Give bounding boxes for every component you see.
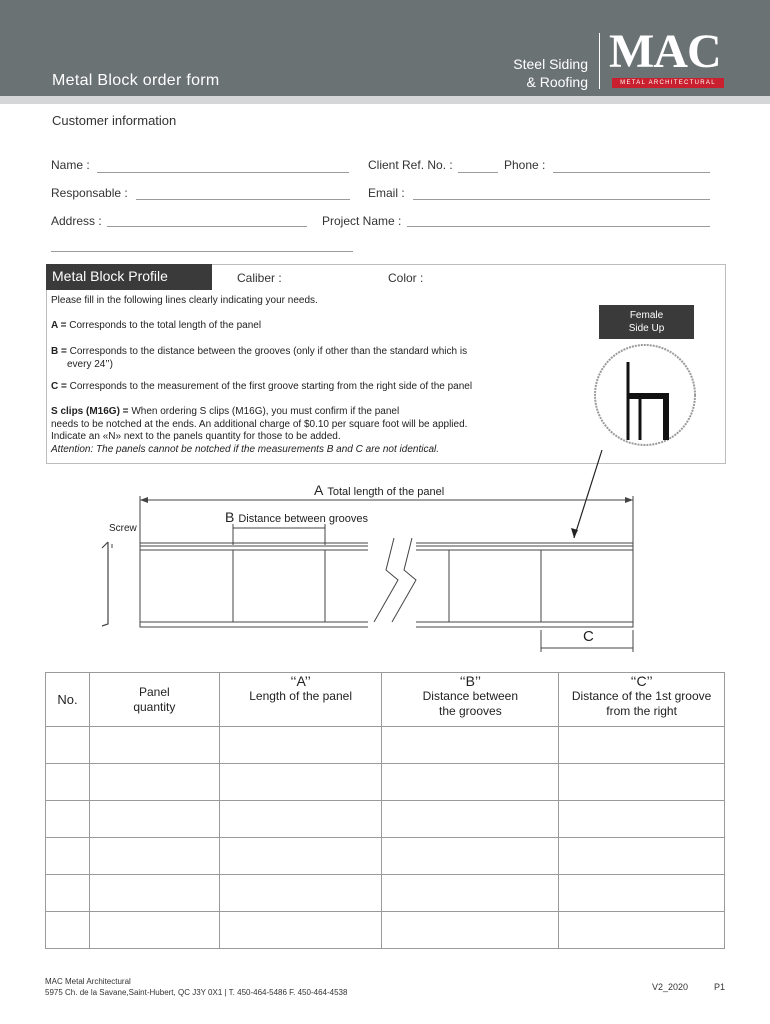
attention-note: Attention: The panels cannot be notched if the measurements B and C are not identical. [51,443,440,455]
profile-tab: Metal Block Profile [46,264,212,290]
cell-no[interactable] [46,838,90,875]
c-definition [51,381,472,394]
version-label: V2_2020 [652,982,689,992]
cell-a[interactable] [219,727,382,764]
cell-no[interactable] [46,875,90,912]
female-line1: Female [629,310,664,321]
b-key: B = [51,346,67,357]
col-b-mark: ‘‘B’’ [459,673,481,689]
name-field[interactable] [97,172,349,173]
email-field[interactable] [413,199,710,200]
col-qty-line1: Panel [138,684,170,699]
col-c-line1: Distance of the 1st groove [571,689,712,703]
cell-c[interactable] [559,801,725,838]
logo-subtitle: METAL ARCHITECTURAL [612,78,724,88]
responsable-label: Responsable : [51,186,128,200]
female-line2: Side Up [628,323,665,334]
cell-a[interactable] [219,838,382,875]
a-text: Corresponds to the total length of the panel [69,320,262,331]
col-a-text: Length of the panel [249,689,352,703]
b-text: Corresponds to the distance between the grooves (only if other than the standard which is [69,346,468,357]
caliber-label: Caliber : [237,271,282,285]
cell-a[interactable] [219,801,382,838]
cell-c[interactable] [559,764,725,801]
form-title: Metal Block order form [52,72,220,89]
s-text-2: needs to be notched at the ends. An additional charge of $0.10 per square foot will be applied. [51,418,468,430]
cell-qty[interactable] [89,912,219,949]
footer-address: 5975 Ch. de la Savane,Saint-Hubert, QC J3Y 0X1 | T. 450-464-5486 F. 450-464-4538 [45,988,348,997]
header-strip [0,96,770,104]
company-logo: MAC [609,25,721,78]
customer-info-title: Customer information [52,113,177,128]
table-row [46,912,725,949]
logo-divider [599,33,600,89]
cell-c[interactable] [559,875,725,912]
cell-no[interactable] [46,912,90,949]
cell-no[interactable] [46,801,90,838]
cell-b[interactable] [382,801,559,838]
col-c-header [559,673,725,727]
profile-intro: Please fill in the following lines clearly indicating your needs. [51,295,318,306]
table-row [46,875,725,912]
table-row [46,838,725,875]
a-label: Total length of the panel [327,486,445,498]
col-no-header [46,673,90,727]
responsable-field[interactable] [136,199,350,200]
female-side-up-label [599,305,694,339]
s-key: S clips (M16G) = [51,406,129,417]
phone-field[interactable] [553,172,710,173]
cell-b[interactable] [382,764,559,801]
table-header-row [46,673,725,727]
cell-c[interactable] [559,727,725,764]
phone-label: Phone : [504,158,546,172]
cell-no[interactable] [46,727,90,764]
b-letter: B [225,509,235,525]
tagline-line1: Steel Siding [513,56,588,72]
tagline [513,55,588,91]
project-name-field[interactable] [407,226,710,227]
b-label: Distance between grooves [238,513,368,525]
panel-diagram [0,440,770,660]
cell-a[interactable] [219,912,382,949]
project-name-label: Project Name : [322,214,402,228]
s-text-1: When ordering S clips (M16G), you must confirm if the panel [131,406,400,417]
cell-no[interactable] [46,764,90,801]
col-c-mark: ‘‘C’’ [630,673,653,689]
cell-c[interactable] [559,838,725,875]
cell-b[interactable] [382,912,559,949]
page-number: P1 [714,982,726,992]
s-text-3: Indicate an «N» next to the panels quantity for those to be added. [51,431,341,442]
cell-qty[interactable] [89,764,219,801]
cell-qty[interactable] [89,875,219,912]
col-no-text: No. [57,691,78,707]
col-a-header [219,673,382,727]
cell-qty[interactable] [89,727,219,764]
profile-detail-circle [590,340,700,450]
cell-qty[interactable] [89,801,219,838]
a-definition [51,320,261,333]
footer-address-block [45,976,347,998]
col-qty-header [89,673,219,727]
screw-label: Screw [109,523,137,534]
table-row [46,764,725,801]
col-a-mark: ‘‘A’’ [290,673,311,689]
email-label: Email : [368,186,405,200]
a-letter: A [314,482,324,498]
name-label: Name : [51,158,90,172]
dimension-a-label [314,482,444,498]
col-b-line1: Distance between [422,689,519,703]
dimension-b-label [225,509,368,525]
order-table [45,672,725,949]
color-label: Color : [388,271,424,285]
cell-a[interactable] [219,875,382,912]
col-b-line2: the grooves [438,704,502,718]
b-text-cont: every 24’’) [67,358,113,370]
client-ref-label: Client Ref. No. : [368,158,453,172]
address-field[interactable] [107,226,307,227]
c-key: C = [51,381,67,392]
col-b-header [382,673,559,727]
cell-b[interactable] [382,727,559,764]
cell-qty[interactable] [89,838,219,875]
cell-b[interactable] [382,838,559,875]
client-ref-field[interactable] [458,172,498,173]
cell-a[interactable] [219,764,382,801]
address-field-line2[interactable] [51,251,353,252]
c-text: Corresponds to the measurement of the first groove starting from the right side of the panel [69,381,473,392]
col-qty-line2: quantity [133,699,176,714]
cell-c[interactable] [559,912,725,949]
footer-company: MAC Metal Architectural [45,977,131,986]
b-definition [51,346,467,371]
table-row [46,801,725,838]
dimension-c-label: C [583,628,594,645]
tagline-line2: & Roofing [526,74,588,90]
table-row [46,727,725,764]
a-key: A = [51,320,67,331]
address-label: Address : [51,214,102,228]
col-c-line2: from the right [606,704,677,718]
cell-b[interactable] [382,875,559,912]
